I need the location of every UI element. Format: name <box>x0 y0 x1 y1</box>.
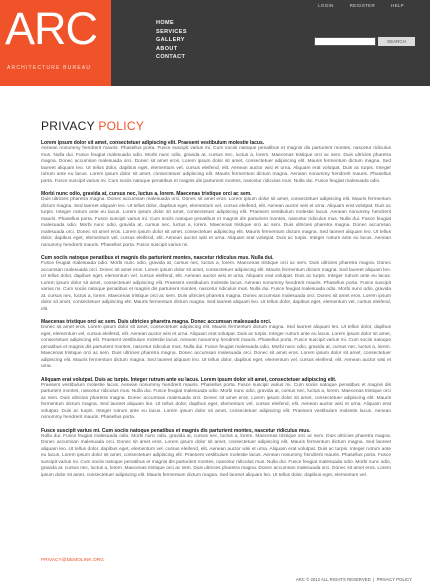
section-body: Duis ultricies pharetra magna. Donec accumsan malesuada orci. Donec sit amet eros. Lorem ipsum dolor sit amet, consectetuer adipiscing elit. Mauris fermentum dictum magna. Sed laoreet aliquam leo. Ut tellus dolor, dapibus eget, elementum vel, cursus eleifend, elit. Aenean auctor wisi et urna. Aliquam erat volutpat. Duis ac turpis. Integer rutrum ante eu lacus. Lorem ipsum dolor sit amet, consectetuer adipiscing elit. Praesent vestibulum molestie lacus. Aenean nonummy hendrerit mauris. Phasellus porta. Fusce suscipit varius mi. Cum sociis natoque penatibus et magnis dis parturient montes, nascetur ridiculus mus. Nulla dui. Fusce feugiat malesuada odio. Morbi nunc odio, gravida at, cursus nec, luctus a, lorem. Maecenas tristique orci ac sem. Duis ultricies pharetra magna. Donec accumsan malesuada orci. Donec sit amet eros. Lorem ipsum dolor sit amet, consectetuer adipiscing elit. Mauris fermentum dictum magna. Sed laoreet aliquam leo. Ut tellus dolor, dapibus eget, elementum vel, cursus eleifend, elit. Aenean auctor wisi et urna. Aliquam erat volutpat. Duis ac turpis. Integer rutrum ante eu lacus. Aenean nonummy hendrerit mauris. Phasellus porta. Fusce suscipit varius mi. <box>41 197 391 248</box>
logo-text: ARC <box>5 3 98 54</box>
policy-section <box>41 377 391 422</box>
section-heading: Cum sociis natoque penatibus et magnis dis parturient montes, nascetur ridiculus mus. Nulla dui. <box>41 255 274 261</box>
policy-section <box>41 319 391 371</box>
login-link[interactable]: LOGIN <box>318 3 334 8</box>
policy-section <box>41 428 391 480</box>
section-heading: Lorem ipsum dolor sit amet, consectetuer adipiscing elit. Praesent vestibulum molestie lacus. <box>41 140 265 146</box>
nav-item-about[interactable]: ABOUT <box>156 45 178 52</box>
nav-item-services[interactable]: SERVICES <box>156 28 187 35</box>
site-footer <box>0 574 430 587</box>
policy-section <box>41 255 391 313</box>
section-heading: Morbi nunc odio, gravida at, cursus nec, luctus a, lorem. Maecenas tristique orci ac sem. <box>41 191 252 197</box>
main-nav <box>156 19 187 62</box>
section-body: Praesent vestibulum molestie lacus. Aenean nonummy hendrerit mauris. Phasellus porta. Fusce suscipit varius mi. Cum sociis natoque penatibus et magnis dis parturient montes, nascetur ridiculus mus. Nulla dui. Fusce feugiat malesuada odio. Morbi nunc odio, gravida at, cursus nec, luctus a, lorem. Maecenas tristique orci ac sem. Duis ultricies pharetra magna. Donec accumsan malesuada orci. Donec sit amet eros. Lorem ipsum dolor sit amet, consectetuer adipiscing elit. Mauris fermentum dictum magna. Sed laoreet aliquam leo. Ut tellus dolor, dapibus eget, elementum vel, cursus eleifend, elit. Aenean auctor wisi et urna. Aliquam erat volutpat. Duis ac turpis. Integer rutrum ante eu lacus. Lorem ipsum dolor sit amet, consectetuer adipiscing elit. Praesent vestibulum molestie lacus. Aenean nonummy hendrerit mauris. Phasellus porta. <box>41 382 391 420</box>
help-link[interactable]: HELP <box>391 3 404 8</box>
section-heading: Aliquam erat volutpat. Duis ac turpis. Integer rutrum ante eu lacus. Lorem ipsum dolor sit amet, consectetuer adipiscing elit. <box>41 376 337 383</box>
section-body: Aenean nonummy hendrerit mauris. Phasellus porta. Fusce suscipit varius mi. Cum sociis natoque penatibus et magnis dis parturient montes, nascetur ridiculus mus. Nulla dui. Fusce feugiat malesuada odio. Morbi nunc odio, gravida at, cursus nec, luctus a, lorem. Maecenas tristique orci ac sem. Duis ultricies pharetra magna. Donec accumsan malesuada orci. Donec sit amet eros. Lorem ipsum dolor sit amet, consectetuer adipiscing elit. Mauris fermentum dictum magna. Sed laoreet aliquam leo. Ut tellus dolor, dapibus eget, elementum vel, cursus eleifend, elit. Aenean auctor wisi et urna. Aliquam erat volutpat. Duis ac turpis. Integer rutrum ante eu lacus. Lorem ipsum dolor sit amet, consectetuer adipiscing elit. Mauris fermentum dictum magna. Aenean nonummy hendrerit mauris. Phasellus porta. Fusce suscipit varius mi. Cum sociis natoque penatibus et magnis dis parturient montes, nascetur ridiculus mus. Nulla dui. Fusce feugiat malesuada odio. <box>41 146 391 184</box>
section-body: Fusce feugiat malesuada odio. Morbi nunc odio, gravida at, cursus nec, luctus a, lorem. Maecenas tristique orci ac sem. Duis ultricies pharetra magna. Donec accumsan malesuada orci. Donec sit amet eros. Lorem ipsum dolor sit amet, consectetuer adipiscing elit. Mauris fermentum dictum magna. Sed laoreet aliquam leo. Ut tellus dolor, dapibus eget, elementum vel, cursus eleifend, elit. Aenean auctor wisi et urna. Aliquam erat volutpat. Duis ac turpis. Integer rutrum ante eu lacus. Lorem ipsum dolor sit amet, consectetuer adipiscing elit. Praesent vestibulum molestie lacus. Aenean nonummy hendrerit mauris. Phasellus porta. Fusce suscipit varius mi. Cum sociis natoque penatibus et magnis dis parturient montes, nascetur ridiculus mus. Nulla dui. Fusce feugiat malesuada odio. Morbi nunc odio, gravida at, cursus nec, luctus a, lorem. Maecenas tristique orci ac sem. Duis ultricies pharetra magna. Donec accumsan malesuada orci. Donec sit amet eros. Lorem ipsum dolor sit amet, consectetuer adipiscing elit. Mauris fermentum dictum magna. Sed laoreet aliquam leo. Ut tellus dolor, dapibus eget, elementum vel, cursus eleifend, elit. <box>41 261 391 312</box>
policy-section <box>41 191 391 249</box>
main-content <box>41 120 391 485</box>
logo-tagline: ARCHITECTURE BUREAU <box>7 65 92 71</box>
top-nav <box>310 3 412 8</box>
site-header <box>0 0 430 86</box>
search-input[interactable] <box>314 37 376 46</box>
section-body: Donec sit amet eros. Lorem ipsum dolor sit amet, consectetuer adipiscing elit. Mauris fermentum dictum magna. Sed laoreet aliquam leo. Ut tellus dolor, dapibus eget, elementum vel, cursus eleifend, elit. Aenean auctor wisi et urna. Aliquam erat volutpat. Duis ac turpis. Integer rutrum ante eu lacus. Lorem ipsum dolor sit amet, consectetuer adipiscing elit. Praesent vestibulum molestie lacus. Aenean nonummy hendrerit mauris. Phasellus porta. Fusce suscipit varius mi. Cum sociis natoque penatibus et magnis dis parturient montes, nascetur ridiculus mus. Nulla dui. Fusce feugiat malesuada odio. Morbi nunc odio, gravida at, cursus nec, luctus a, lorem. Maecenas tristique orci ac sem. Duis ultricies pharetra magna. Donec accumsan malesuada orci. Donec sit amet eros. Lorem ipsum dolor sit amet, consectetuer adipiscing elit. Mauris fermentum dictum magna. Sed laoreet aliquam leo. Ut tellus dolor, dapibus eget, elementum vel, cursus eleifend, elit. Aenean auctor wisi et urna. <box>41 325 391 369</box>
register-link[interactable]: REGISTER <box>349 3 376 8</box>
nav-item-gallery[interactable]: GALLERY <box>156 37 185 43</box>
privacy-policy-link[interactable]: PRIVACY POLICY <box>376 577 412 582</box>
nav-item-contact[interactable]: CONTACT <box>156 54 186 60</box>
copyright-text: ARC © 2012 ALL RIGHTS RESERVED <box>295 577 371 582</box>
page-title-main: PRIVACY <box>41 119 99 133</box>
nav-item-home[interactable]: HOME <box>156 20 175 26</box>
section-heading: Fusce suscipit varius mi. Cum sociis natoque penatibus et magnis dis parturient montes, nascetur ridiculus mus. <box>41 427 311 434</box>
section-heading: Maecenas tristique orci ac sem. Duis ultricies pharetra magna. Donec accumsan malesuada orci. <box>41 319 272 325</box>
policy-section <box>41 140 391 185</box>
section-body: Nulla dui. Fusce feugiat malesuada odio. Morbi nunc odio, gravida at, cursus nec, luctus a, lorem. Maecenas tristique orci ac sem. Duis ultricies pharetra magna. Donec accumsan malesuada orci. Donec sit amet eros. Lorem ipsum dolor sit amet, consectetuer adipiscing elit. Mauris fermentum dictum magna. Sed laoreet aliquam leo. Ut tellus dolor, dapibus eget, elementum vel, cursus eleifend, elit. Aenean auctor wisi et urna. Aliquam erat volutpat. Duis ac turpis. Integer rutrum ante eu lacus. Lorem ipsum dolor sit amet, consectetuer adipiscing elit. Praesent vestibulum molestie lacus. Aenean nonummy hendrerit mauris. Phasellus porta. Fusce suscipit varius mi. Cum sociis natoque penatibus et magnis dis parturient montes, nascetur ridiculus mus. Nulla dui. Fusce feugiat malesuada odio. Morbi nunc odio, gravida at, cursus nec, luctus a, lorem. Maecenas tristique orci ac sem. Duis ultricies pharetra magna. Donec accumsan malesuada orci. Donec sit amet eros. Lorem ipsum dolor sit amet, consectetuer adipiscing elit. Mauris fermentum dictum magna. Sed laoreet aliquam leo. Ut tellus dolor, dapibus eget, elementum vel. <box>41 433 391 478</box>
footer-separator: | <box>373 577 375 582</box>
search-form <box>314 37 415 46</box>
page-title-accent: POLICY <box>98 119 145 133</box>
search-button[interactable]: SEARCH <box>378 37 415 46</box>
footer-copyright-line <box>296 577 412 582</box>
page-title <box>41 120 391 133</box>
privacy-email-link[interactable]: PRIVACY@DEMOLINK.ORG <box>41 558 104 563</box>
logo[interactable] <box>0 0 111 86</box>
